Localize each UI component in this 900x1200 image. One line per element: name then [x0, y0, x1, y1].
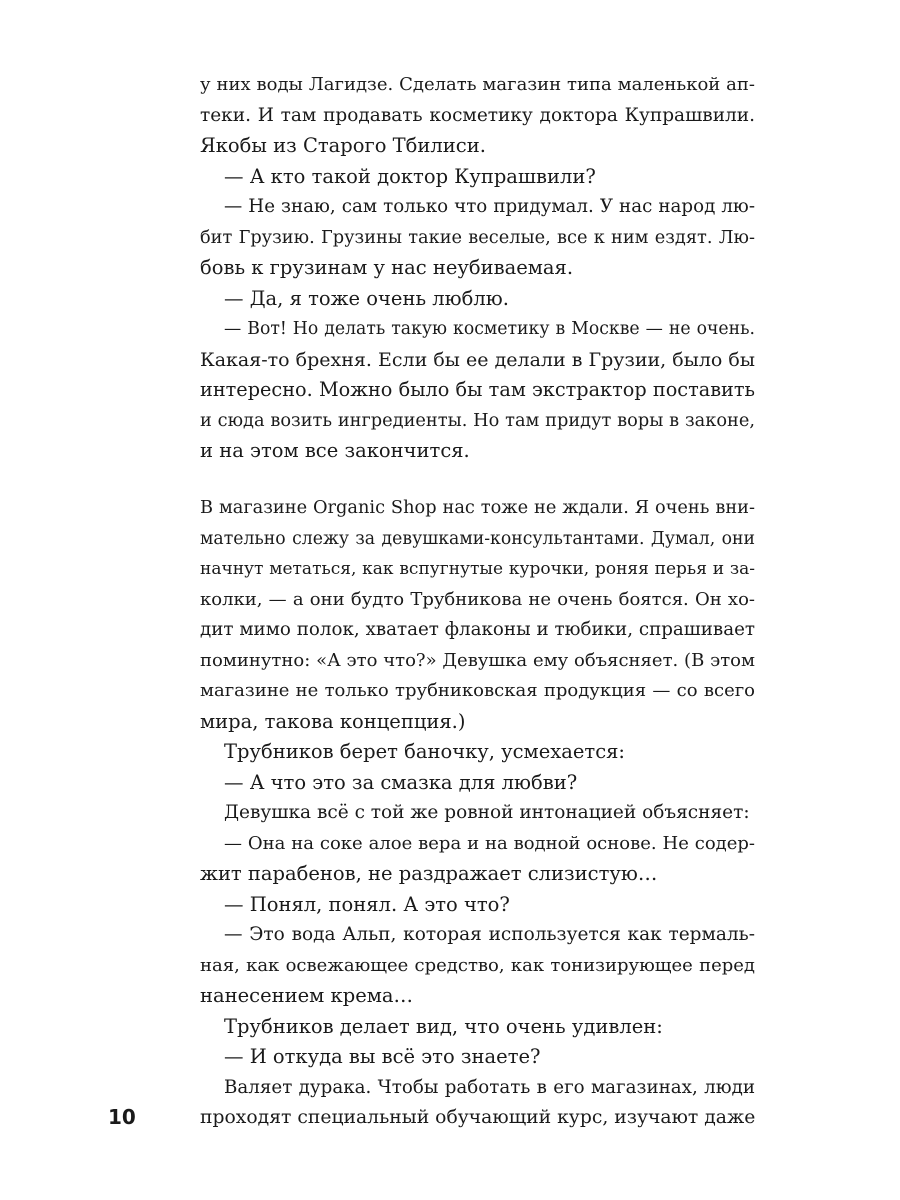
text-line: Трубников берет баночку, усмехается: — [224, 740, 625, 763]
text-line: проходят специальный обучающий курс, изучают даже — [200, 1107, 756, 1128]
text-line: — И откуда вы всё это знаете? — [224, 1045, 541, 1068]
text-line: мательно слежу за девушками-консультантами. Думал, они — [200, 528, 755, 549]
text-line: и на этом все закончится. — [200, 439, 470, 462]
text-line: Трубников делает вид, что очень удивлен: — [224, 1014, 663, 1038]
text-line: В магазине Organic Shop нас тоже не ждали. Я очень вни- — [200, 498, 755, 518]
text-line: начнут метаться, как вспугнутые курочки, роняя перья и за- — [200, 559, 755, 579]
text-line: колки, — а они будто Трубникова не очень боятся. Он хо- — [200, 588, 755, 610]
text-line: Якобы из Старого Тбилиси. — [200, 134, 486, 157]
text-block-organic-shop — [200, 493, 755, 1134]
text-line: у них воды Лагидзе. Сделать магазин типа маленькой ап- — [200, 74, 755, 95]
text-line: Девушка всё с той же ровной интонацией объясняет: — [224, 802, 750, 823]
text-line: — Вот! Но делать такую косметику в Москве — не очень. — [224, 319, 755, 339]
text-line: — А кто такой доктор Купрашвили? — [224, 164, 596, 188]
text-line: — Да, я тоже очень люблю. — [224, 286, 509, 310]
text-line: поминутно: «А это что?» Девушка ему объясняет. (В этом — [200, 649, 755, 671]
text-line: интересно. Можно было бы там экстрактор поставить — [200, 378, 755, 401]
text-line: Какая-то брехня. Если бы ее делали в Грузии, было бы — [200, 348, 755, 371]
text-line: бовь к грузинам у нас неубиваемая. — [200, 256, 574, 279]
text-line: теки. И там продавать косметику доктора Купрашвили. — [200, 104, 755, 126]
text-block-dialogue — [200, 70, 755, 467]
text-line: — А что это за смазка для любви? — [224, 770, 578, 794]
text-line: мира, такова концепция.) — [200, 709, 466, 733]
text-line: нанесением крема… — [200, 984, 414, 1007]
text-line: жит парабенов, не раздражает слизистую… — [200, 862, 658, 885]
text-line: бит Грузию. Грузины такие веселые, все к ним ездят. Лю- — [200, 227, 755, 248]
text-line: ная, как освежающее средство, как тонизирующее перед — [200, 954, 755, 976]
page-number: 10 — [108, 1105, 136, 1129]
text-line: Валяет дурака. Чтобы работать в его магазинах, люди — [224, 1076, 755, 1098]
text-line: — Это вода Альп, которая используется как термаль- — [224, 924, 755, 945]
text-line: — Не знаю, сам только что придумал. У нас народ лю- — [224, 196, 755, 217]
text-line: — Она на соке алое вера и на водной основе. Не содер- — [224, 832, 755, 854]
text-line: дит мимо полок, хватает флаконы и тюбики, спрашивает — [200, 619, 755, 640]
text-line: — Понял, понял. А это что? — [224, 892, 510, 916]
text-line: и сюда возить ингредиенты. Но там придут воры в законе, — [200, 410, 755, 431]
text-line: магазине не только трубниковская продукция — со всего — [200, 680, 755, 701]
